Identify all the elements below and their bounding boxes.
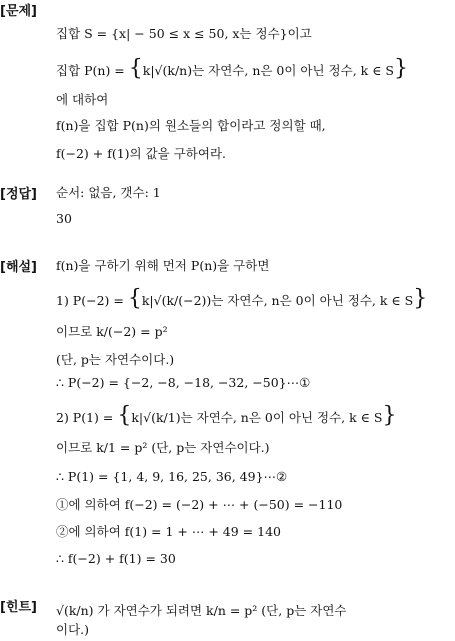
solution-line-1: f(n)을 구하기 위해 먼저 P(n)을 구하면 [56, 258, 270, 273]
solution-line-7: 이므로 k/1 = p² (단, p는 자연수이다.) [56, 440, 270, 455]
solution-line-11: ∴ f(−2) + f(1) = 30 [56, 551, 176, 566]
pn-lhs: 집합 P(n) = [56, 63, 129, 78]
p-minus2-lhs: 1) P(−2) = [56, 293, 128, 308]
hint-label: [힌트] [0, 600, 37, 615]
pn-set-body: k|√(k/n)는 자연수, n은 0이 아닌 정수, k ∈ S [142, 63, 394, 78]
solution-line-6 [56, 405, 396, 427]
p-minus2-set-body: k|√(k/(−2))는 자연수, n은 0이 아닌 정수, k ∈ S [141, 293, 414, 308]
left-brace: { [128, 56, 143, 81]
solution-line-4: (단, p는 자연수이다.) [56, 352, 175, 367]
left-brace: { [127, 286, 142, 311]
problem-line-1: 집합 S = {x| − 50 ≤ x ≤ 50, x는 정수}이고 [56, 26, 312, 41]
solution-line-9: ①에 의하여 f(−2) = (−2) + ⋯ + (−50) = −110 [56, 497, 343, 512]
solution-line-3: 이므로 k/(−2) = p² [56, 324, 168, 339]
answer-line-2: 30 [56, 211, 72, 226]
solution-line-5: ∴ P(−2) = {−2, −8, −18, −32, −50}⋯① [56, 375, 311, 390]
solution-line-8: ∴ P(1) = {1, 4, 9, 16, 25, 36, 49}⋯② [56, 469, 288, 484]
hint-line-2: 이다.) [56, 622, 90, 637]
solution-line-2 [56, 288, 427, 310]
right-brace: } [413, 286, 428, 311]
solution-label: [해설] [0, 260, 37, 275]
p1-set-body: k|√(k/1)는 자연수, n은 0이 아닌 정수, k ∈ S [131, 410, 383, 425]
solution-line-10: ②에 의하여 f(1) = 1 + ⋯ + 49 = 140 [56, 524, 281, 539]
problem-line-2 [56, 58, 408, 80]
answer-label: [정답] [0, 187, 37, 202]
problem-line-3: 에 대하여 [56, 92, 109, 107]
p1-lhs: 2) P(1) = [56, 410, 118, 425]
answer-line-1: 순서: 없음, 갯수: 1 [56, 185, 161, 200]
problem-line-4: f(n)을 집합 P(n)의 원소들의 합이라고 정의할 때, [56, 118, 326, 133]
hint-line-1: √(k/n) 가 자연수가 되려면 k/n = p² (단, p는 자연수 [56, 603, 347, 618]
problem-label: [문제] [0, 4, 37, 19]
left-brace: { [117, 403, 132, 428]
right-brace: } [394, 56, 408, 81]
right-brace: } [382, 403, 397, 428]
problem-line-5: f(−2) + f(1)의 값을 구하여라. [56, 146, 227, 161]
